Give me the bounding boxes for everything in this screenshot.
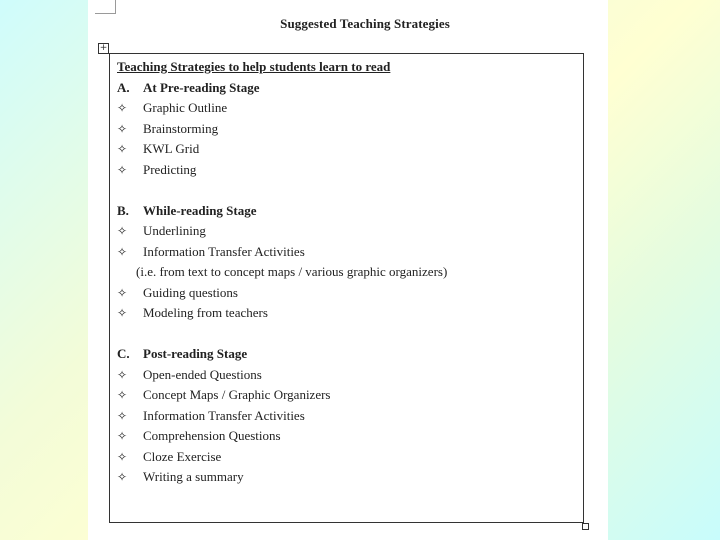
list-item: ✧ Underlining — [117, 221, 577, 242]
diamond-bullet-icon: ✧ — [117, 388, 128, 402]
diamond-bullet-icon: ✧ — [117, 306, 128, 320]
section-letter: A. — [117, 79, 130, 95]
list-item: ✧ Information Transfer Activities — [117, 406, 577, 427]
list-item: ✧ Brainstorming — [117, 119, 577, 140]
section-letter: B. — [117, 202, 129, 218]
list-item: ✧ KWL Grid — [117, 139, 577, 160]
diamond-bullet-icon: ✧ — [117, 142, 128, 156]
spacer — [117, 180, 577, 201]
strategies-heading: Teaching Strategies to help students learn to read — [117, 59, 391, 74]
diamond-bullet-icon: ✧ — [117, 285, 128, 300]
diamond-bullet-icon: ✧ — [117, 162, 128, 177]
list-item: ✧ Predicting — [117, 160, 577, 181]
spacer — [117, 324, 577, 345]
document-title: Suggested Teaching Strategies — [280, 16, 450, 31]
diamond-bullet-icon: ✧ — [117, 408, 128, 423]
diamond-bullet-icon: ✧ — [117, 449, 128, 464]
diamond-bullet-icon: ✧ — [117, 224, 128, 238]
list-item: ✧ Information Transfer Activities — [117, 242, 577, 263]
list-item: ✧ Open-ended Questions — [117, 365, 577, 386]
diamond-bullet-icon: ✧ — [117, 367, 128, 382]
text-box-content — [117, 57, 577, 488]
section-c-title — [117, 344, 577, 365]
move-handle-icon[interactable]: + — [99, 43, 108, 53]
item-note: (i.e. from text to concept maps / various graphic organizers) — [136, 264, 448, 279]
list-item: ✧ Guiding questions — [117, 283, 577, 304]
diamond-bullet-icon: ✧ — [117, 244, 128, 259]
section-letter: C. — [117, 346, 130, 361]
list-item: ✧ Comprehension Questions — [117, 426, 577, 447]
section-label: At Pre-reading Stage — [143, 79, 260, 95]
diamond-bullet-icon: ✧ — [117, 429, 128, 443]
list-item: ✧ Graphic Outline — [117, 98, 577, 119]
section-label: Post-reading Stage — [143, 346, 248, 361]
diamond-bullet-icon: ✧ — [117, 470, 128, 484]
section-a-title — [117, 78, 577, 99]
diamond-bullet-icon: ✧ — [117, 101, 128, 115]
page-corner-mark — [95, 0, 116, 14]
list-item: ✧ Modeling from teachers — [117, 303, 577, 324]
section-b-title — [117, 201, 577, 222]
resize-handle[interactable] — [582, 523, 589, 530]
section-label: While-reading Stage — [143, 202, 257, 218]
list-item: ✧ Concept Maps / Graphic Organizers — [117, 385, 577, 406]
list-item: ✧ Cloze Exercise — [117, 447, 577, 468]
list-item: ✧ Writing a summary — [117, 467, 577, 488]
diamond-bullet-icon: ✧ — [117, 121, 128, 136]
